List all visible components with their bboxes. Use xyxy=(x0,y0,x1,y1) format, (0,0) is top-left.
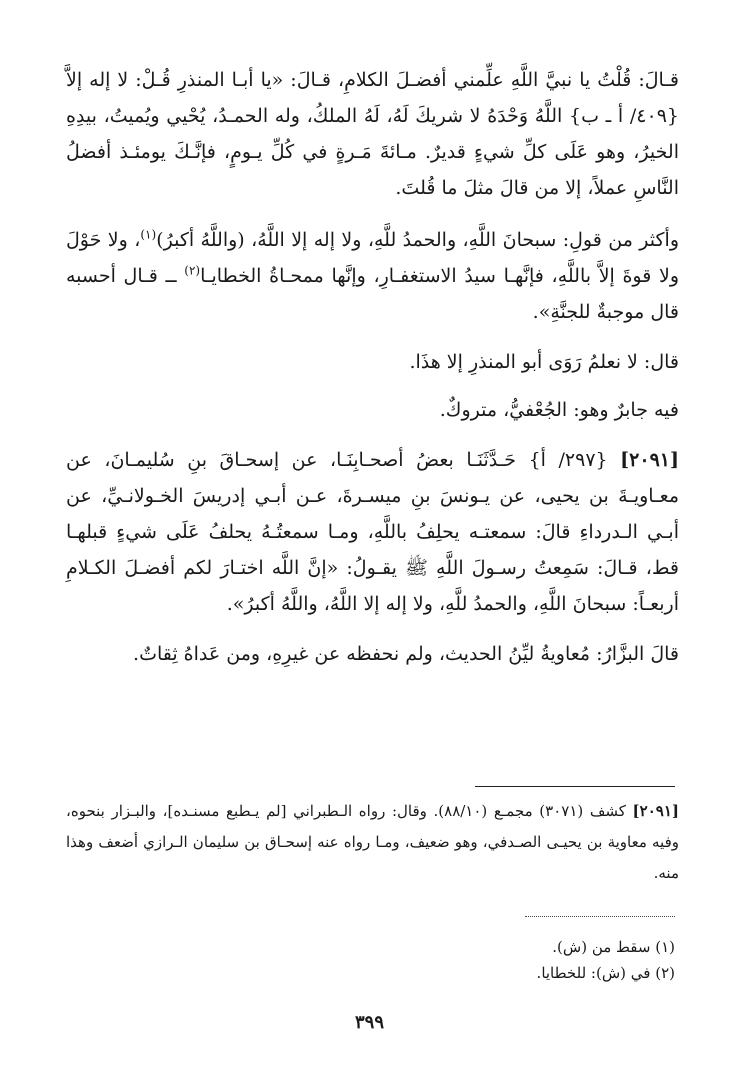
footnote-marker: (١) xyxy=(655,938,675,956)
footnote-marker: (٢) xyxy=(655,964,675,982)
hadith-text-continuation xyxy=(66,222,679,330)
hadith-2091-text: {٢٩٧/ أ} حَـدَّثَنَـا بعضُ أصحـابِنَـا، عن إسحـاقَ بنِ سُليمـانَ، عن معـاويـةَ بن يحيى، عن يـونسَ بنِ ميسـرةَ، عـن أبـي إدريسَ الخـولانـيِّ، عن أبـي الـدرداءِ قالَ: سمعتـه يحلِفُ باللَّهِ، ومـا سمعتُـهُ يحلفُ عَلَى شيءٍ قبلهـا قط، قـالَ: سَمِعتُ رسـولَ اللَّهِ ﷺ يقـولُ: «إنَّ اللَّه اختـارَ لكم أفضـلَ الكـلامِ أربعـاً: سبحانَ اللَّهِ، والحمدُ للَّهِ، ولا إله إلا اللَّهُ، واللَّهُ أكبرُ». xyxy=(66,449,679,615)
page-number: ٣٩٩ xyxy=(354,1012,384,1033)
dhikr-text-part2: ، ولا حَوْلَ ولا قوةَ إلاَّ باللَّهِ، فإنَّهـا سيدُ الاستغفـارِ، وإنَّها ممحـاةُ الخطايـا xyxy=(66,229,680,287)
footnote-ref-2[interactable]: (٢) xyxy=(184,263,201,278)
hadith-number: [٢٠٩١] xyxy=(620,449,679,471)
hadith-text-paragraph: قـالَ: قُلْتُ يا نبيَّ اللَّهِ علِّمني أفضـلَ الكلامِ، قـالَ: «يا أبـا المنذرِ قُـلْ: لا إله إلاَّ {٤٠٩/ أ ـ ب} اللَّهُ وَحْدَهُ لا شريكَ لَهُ، لَهُ الملكُ، وله الحمـدُ، يُحْيي ويُميتُ، بيدِهِ الخيرُ، وهو عَلَى كلِّ شيءٍ قديرٌ. مـائةَ مَـرةٍ في كُلِّ يـومٍ، فإنَّـكَ يومئـذ أفضلُ النَّاسِ عملاً، إلا من قالَ مثلَ ما قُلتَ. xyxy=(66,69,680,199)
hadith-2091 xyxy=(66,442,679,622)
footnotes-list xyxy=(66,934,675,986)
dhikr-text-part1: وأكثر من قولِ: سبحانَ اللَّهِ، والحمدُ للَّهِ، ولا إله إلا اللَّهُ، (واللَّهُ أكبرُ) xyxy=(156,229,680,251)
footnote-2 xyxy=(66,960,675,986)
footnote-text: في (ش): للخطايا. xyxy=(536,964,651,982)
footnote-1 xyxy=(66,934,675,960)
narrator-comment: فيه جابرٌ وهو: الجُعْفيُّ، متروكٌ. xyxy=(439,399,679,421)
footnote-ref-1[interactable]: (١) xyxy=(140,227,157,242)
takhrij-number: [٢٠٩١] xyxy=(632,802,679,820)
dhikr-text-part3: ــ قـال أحسبه قال موجبةٌ للجنَّةِ». xyxy=(66,265,679,323)
bazzar-note: قالَ البزَّارُ: مُعاويةُ ليِّنُ الحديث، ولم نحفظه عن غيرِهِ، ومن عَداهُ ثِقاتٌ. xyxy=(133,643,679,665)
bazzar-comment: قال: لا نعلمُ رَوَى أبو المنذرِ إلا هذَا. xyxy=(409,351,679,373)
footnote-dotted-separator xyxy=(525,916,675,917)
footnote-separator xyxy=(475,786,675,787)
footnote-text: سقط من (ش). xyxy=(552,938,651,956)
takhrij-note xyxy=(66,796,679,889)
takhrij-text: كشف (٣٠٧١) مجمـع (٨٨/١٠). وقال: رواه الـطبراني [لم يـطبع مسنـده]، والبـزار بنحوه، وفيه معاوية بن يحيـى الصـدفي، وهو ضعيف، ومـا رواه عنه إسحـاق بن سليمان الـرازي أضعف وهذا منه. xyxy=(66,802,679,882)
